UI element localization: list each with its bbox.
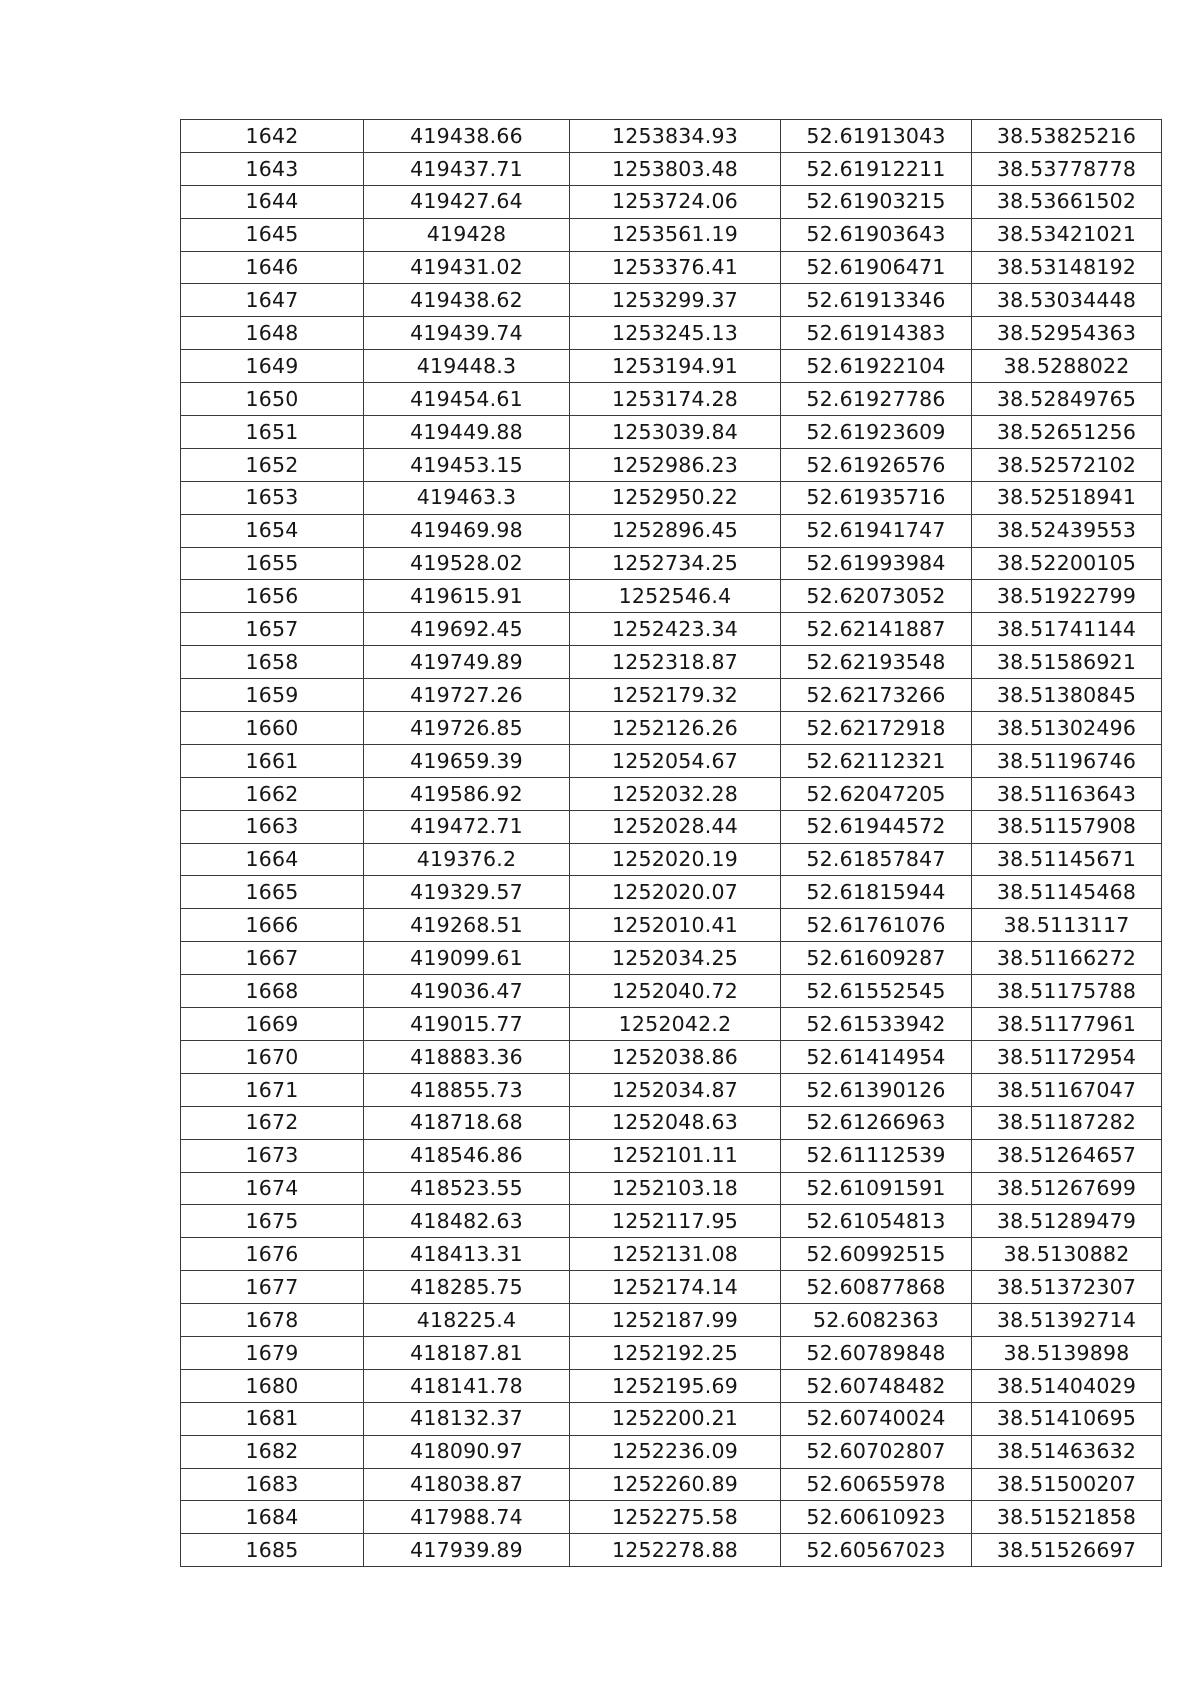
y-coordinate-cell: 1252179.32 (570, 679, 781, 712)
latitude-cell: 52.61609287 (781, 942, 972, 975)
table-row (181, 1040, 1162, 1073)
longitude-cell: 38.51157908 (972, 810, 1162, 843)
latitude-cell: 52.61935716 (781, 481, 972, 514)
latitude-cell: 52.60992515 (781, 1238, 972, 1271)
y-coordinate-cell: 1252034.25 (570, 942, 781, 975)
table-row (181, 712, 1162, 745)
latitude-cell: 52.61414954 (781, 1040, 972, 1073)
y-coordinate-cell: 1252040.72 (570, 975, 781, 1008)
x-coordinate-cell: 419469.98 (364, 514, 570, 547)
longitude-cell: 38.51741144 (972, 613, 1162, 646)
latitude-cell: 52.62112321 (781, 744, 972, 777)
longitude-cell: 38.51372307 (972, 1271, 1162, 1304)
longitude-cell: 38.51526697 (972, 1534, 1162, 1567)
table-row (181, 284, 1162, 317)
point-number-cell: 1672 (181, 1106, 364, 1139)
point-number-cell: 1642 (181, 120, 364, 153)
table-row (181, 1271, 1162, 1304)
longitude-cell: 38.51521858 (972, 1501, 1162, 1534)
x-coordinate-cell: 419099.61 (364, 942, 570, 975)
longitude-cell: 38.52200105 (972, 547, 1162, 580)
y-coordinate-cell: 1252236.09 (570, 1435, 781, 1468)
x-coordinate-cell: 419586.92 (364, 777, 570, 810)
point-number-cell: 1657 (181, 613, 364, 646)
x-coordinate-cell: 418718.68 (364, 1106, 570, 1139)
table-row (181, 1534, 1162, 1567)
longitude-cell: 38.51264657 (972, 1139, 1162, 1172)
latitude-cell: 52.60655978 (781, 1468, 972, 1501)
point-number-cell: 1659 (181, 679, 364, 712)
point-number-cell: 1680 (181, 1369, 364, 1402)
y-coordinate-cell: 1252020.19 (570, 843, 781, 876)
y-coordinate-cell: 1252734.25 (570, 547, 781, 580)
latitude-cell: 52.61913043 (781, 120, 972, 153)
table-row (181, 448, 1162, 481)
longitude-cell: 38.52518941 (972, 481, 1162, 514)
point-number-cell: 1663 (181, 810, 364, 843)
table-row (181, 1369, 1162, 1402)
table-row (181, 975, 1162, 1008)
y-coordinate-cell: 1253724.06 (570, 185, 781, 218)
y-coordinate-cell: 1252101.11 (570, 1139, 781, 1172)
longitude-cell: 38.51167047 (972, 1073, 1162, 1106)
latitude-cell: 52.6082363 (781, 1304, 972, 1337)
point-number-cell: 1666 (181, 909, 364, 942)
y-coordinate-cell: 1252546.4 (570, 580, 781, 613)
table-row (181, 152, 1162, 185)
x-coordinate-cell: 419448.3 (364, 350, 570, 383)
longitude-cell: 38.51404029 (972, 1369, 1162, 1402)
point-number-cell: 1682 (181, 1435, 364, 1468)
y-coordinate-cell: 1252187.99 (570, 1304, 781, 1337)
latitude-cell: 52.61926576 (781, 448, 972, 481)
x-coordinate-cell: 419036.47 (364, 975, 570, 1008)
x-coordinate-cell: 419439.74 (364, 317, 570, 350)
point-number-cell: 1677 (181, 1271, 364, 1304)
x-coordinate-cell: 419268.51 (364, 909, 570, 942)
coordinates-table-body (181, 120, 1162, 1567)
latitude-cell: 52.62141887 (781, 613, 972, 646)
longitude-cell: 38.51586921 (972, 646, 1162, 679)
longitude-cell: 38.51166272 (972, 942, 1162, 975)
point-number-cell: 1647 (181, 284, 364, 317)
table-row (181, 580, 1162, 613)
longitude-cell: 38.53778778 (972, 152, 1162, 185)
y-coordinate-cell: 1252010.41 (570, 909, 781, 942)
longitude-cell: 38.52572102 (972, 448, 1162, 481)
table-row (181, 613, 1162, 646)
coordinates-table (180, 119, 1162, 1567)
point-number-cell: 1645 (181, 218, 364, 251)
y-coordinate-cell: 1252034.87 (570, 1073, 781, 1106)
longitude-cell: 38.51196746 (972, 744, 1162, 777)
longitude-cell: 38.51267699 (972, 1172, 1162, 1205)
point-number-cell: 1669 (181, 1008, 364, 1041)
latitude-cell: 52.60567023 (781, 1534, 972, 1567)
y-coordinate-cell: 1253194.91 (570, 350, 781, 383)
point-number-cell: 1655 (181, 547, 364, 580)
point-number-cell: 1650 (181, 383, 364, 416)
point-number-cell: 1674 (181, 1172, 364, 1205)
y-coordinate-cell: 1252318.87 (570, 646, 781, 679)
table-row (181, 185, 1162, 218)
y-coordinate-cell: 1252020.07 (570, 876, 781, 909)
x-coordinate-cell: 419438.66 (364, 120, 570, 153)
x-coordinate-cell: 419453.15 (364, 448, 570, 481)
longitude-cell: 38.51463632 (972, 1435, 1162, 1468)
y-coordinate-cell: 1252986.23 (570, 448, 781, 481)
y-coordinate-cell: 1252032.28 (570, 777, 781, 810)
x-coordinate-cell: 419427.64 (364, 185, 570, 218)
x-coordinate-cell: 419376.2 (364, 843, 570, 876)
x-coordinate-cell: 419463.3 (364, 481, 570, 514)
table-row (181, 1073, 1162, 1106)
latitude-cell: 52.61914383 (781, 317, 972, 350)
x-coordinate-cell: 417939.89 (364, 1534, 570, 1567)
y-coordinate-cell: 1253299.37 (570, 284, 781, 317)
y-coordinate-cell: 1253376.41 (570, 251, 781, 284)
point-number-cell: 1681 (181, 1402, 364, 1435)
longitude-cell: 38.51392714 (972, 1304, 1162, 1337)
x-coordinate-cell: 419727.26 (364, 679, 570, 712)
longitude-cell: 38.51145468 (972, 876, 1162, 909)
latitude-cell: 52.60740024 (781, 1402, 972, 1435)
latitude-cell: 52.61922104 (781, 350, 972, 383)
longitude-cell: 38.53034448 (972, 284, 1162, 317)
latitude-cell: 52.60789848 (781, 1336, 972, 1369)
y-coordinate-cell: 1252195.69 (570, 1369, 781, 1402)
table-row (181, 1008, 1162, 1041)
latitude-cell: 52.61091591 (781, 1172, 972, 1205)
x-coordinate-cell: 419472.71 (364, 810, 570, 843)
table-row (181, 1435, 1162, 1468)
point-number-cell: 1656 (181, 580, 364, 613)
table-row (181, 1304, 1162, 1337)
longitude-cell: 38.52439553 (972, 514, 1162, 547)
x-coordinate-cell: 418038.87 (364, 1468, 570, 1501)
point-number-cell: 1658 (181, 646, 364, 679)
x-coordinate-cell: 419454.61 (364, 383, 570, 416)
x-coordinate-cell: 419726.85 (364, 712, 570, 745)
longitude-cell: 38.51145671 (972, 843, 1162, 876)
y-coordinate-cell: 1253834.93 (570, 120, 781, 153)
x-coordinate-cell: 418090.97 (364, 1435, 570, 1468)
latitude-cell: 52.61944572 (781, 810, 972, 843)
y-coordinate-cell: 1252275.58 (570, 1501, 781, 1534)
latitude-cell: 52.61112539 (781, 1139, 972, 1172)
point-number-cell: 1652 (181, 448, 364, 481)
table-row (181, 843, 1162, 876)
point-number-cell: 1662 (181, 777, 364, 810)
table-row (181, 317, 1162, 350)
latitude-cell: 52.61266963 (781, 1106, 972, 1139)
latitude-cell: 52.61815944 (781, 876, 972, 909)
table-row (181, 744, 1162, 777)
longitude-cell: 38.53661502 (972, 185, 1162, 218)
x-coordinate-cell: 419692.45 (364, 613, 570, 646)
latitude-cell: 52.60610923 (781, 1501, 972, 1534)
y-coordinate-cell: 1252103.18 (570, 1172, 781, 1205)
x-coordinate-cell: 419428 (364, 218, 570, 251)
table-row (181, 1205, 1162, 1238)
y-coordinate-cell: 1252260.89 (570, 1468, 781, 1501)
table-row (181, 1468, 1162, 1501)
longitude-cell: 38.5130882 (972, 1238, 1162, 1271)
latitude-cell: 52.61761076 (781, 909, 972, 942)
point-number-cell: 1648 (181, 317, 364, 350)
table-row (181, 1172, 1162, 1205)
x-coordinate-cell: 419615.91 (364, 580, 570, 613)
longitude-cell: 38.51172954 (972, 1040, 1162, 1073)
table-row (181, 1238, 1162, 1271)
point-number-cell: 1665 (181, 876, 364, 909)
point-number-cell: 1646 (181, 251, 364, 284)
longitude-cell: 38.51500207 (972, 1468, 1162, 1501)
longitude-cell: 38.51922799 (972, 580, 1162, 613)
point-number-cell: 1654 (181, 514, 364, 547)
y-coordinate-cell: 1252126.26 (570, 712, 781, 745)
table-row (181, 777, 1162, 810)
latitude-cell: 52.61906471 (781, 251, 972, 284)
y-coordinate-cell: 1253803.48 (570, 152, 781, 185)
y-coordinate-cell: 1252028.44 (570, 810, 781, 843)
y-coordinate-cell: 1252192.25 (570, 1336, 781, 1369)
latitude-cell: 52.62047205 (781, 777, 972, 810)
y-coordinate-cell: 1252950.22 (570, 481, 781, 514)
x-coordinate-cell: 419528.02 (364, 547, 570, 580)
y-coordinate-cell: 1253561.19 (570, 218, 781, 251)
y-coordinate-cell: 1252278.88 (570, 1534, 781, 1567)
point-number-cell: 1679 (181, 1336, 364, 1369)
point-number-cell: 1651 (181, 416, 364, 449)
longitude-cell: 38.53421021 (972, 218, 1162, 251)
point-number-cell: 1668 (181, 975, 364, 1008)
table-row (181, 514, 1162, 547)
latitude-cell: 52.62073052 (781, 580, 972, 613)
longitude-cell: 38.51177961 (972, 1008, 1162, 1041)
x-coordinate-cell: 418187.81 (364, 1336, 570, 1369)
table-row (181, 383, 1162, 416)
longitude-cell: 38.53825216 (972, 120, 1162, 153)
table-row (181, 547, 1162, 580)
longitude-cell: 38.51187282 (972, 1106, 1162, 1139)
latitude-cell: 52.61923609 (781, 416, 972, 449)
point-number-cell: 1644 (181, 185, 364, 218)
x-coordinate-cell: 418482.63 (364, 1205, 570, 1238)
latitude-cell: 52.62193548 (781, 646, 972, 679)
latitude-cell: 52.60748482 (781, 1369, 972, 1402)
y-coordinate-cell: 1252896.45 (570, 514, 781, 547)
latitude-cell: 52.61913346 (781, 284, 972, 317)
latitude-cell: 52.61857847 (781, 843, 972, 876)
point-number-cell: 1678 (181, 1304, 364, 1337)
y-coordinate-cell: 1253039.84 (570, 416, 781, 449)
latitude-cell: 52.61533942 (781, 1008, 972, 1041)
table-row (181, 350, 1162, 383)
y-coordinate-cell: 1252423.34 (570, 613, 781, 646)
point-number-cell: 1676 (181, 1238, 364, 1271)
table-row (181, 876, 1162, 909)
latitude-cell: 52.60702807 (781, 1435, 972, 1468)
x-coordinate-cell: 418413.31 (364, 1238, 570, 1271)
table-row (181, 679, 1162, 712)
x-coordinate-cell: 419438.62 (364, 284, 570, 317)
y-coordinate-cell: 1252048.63 (570, 1106, 781, 1139)
point-number-cell: 1667 (181, 942, 364, 975)
y-coordinate-cell: 1252117.95 (570, 1205, 781, 1238)
point-number-cell: 1683 (181, 1468, 364, 1501)
longitude-cell: 38.52651256 (972, 416, 1162, 449)
x-coordinate-cell: 418225.4 (364, 1304, 570, 1337)
point-number-cell: 1673 (181, 1139, 364, 1172)
table-row (181, 1106, 1162, 1139)
x-coordinate-cell: 419749.89 (364, 646, 570, 679)
point-number-cell: 1684 (181, 1501, 364, 1534)
table-row (181, 1402, 1162, 1435)
point-number-cell: 1649 (181, 350, 364, 383)
point-number-cell: 1660 (181, 712, 364, 745)
table-row (181, 942, 1162, 975)
longitude-cell: 38.51175788 (972, 975, 1162, 1008)
y-coordinate-cell: 1252054.67 (570, 744, 781, 777)
longitude-cell: 38.51410695 (972, 1402, 1162, 1435)
point-number-cell: 1671 (181, 1073, 364, 1106)
x-coordinate-cell: 419449.88 (364, 416, 570, 449)
x-coordinate-cell: 419329.57 (364, 876, 570, 909)
table-row (181, 810, 1162, 843)
y-coordinate-cell: 1253245.13 (570, 317, 781, 350)
latitude-cell: 52.61927786 (781, 383, 972, 416)
table-row (181, 481, 1162, 514)
latitude-cell: 52.61903215 (781, 185, 972, 218)
latitude-cell: 52.61390126 (781, 1073, 972, 1106)
latitude-cell: 52.60877868 (781, 1271, 972, 1304)
point-number-cell: 1675 (181, 1205, 364, 1238)
table-row (181, 120, 1162, 153)
y-coordinate-cell: 1253174.28 (570, 383, 781, 416)
latitude-cell: 52.61993984 (781, 547, 972, 580)
longitude-cell: 38.51302496 (972, 712, 1162, 745)
latitude-cell: 52.61941747 (781, 514, 972, 547)
longitude-cell: 38.51289479 (972, 1205, 1162, 1238)
longitude-cell: 38.52849765 (972, 383, 1162, 416)
y-coordinate-cell: 1252174.14 (570, 1271, 781, 1304)
latitude-cell: 52.61903643 (781, 218, 972, 251)
point-number-cell: 1664 (181, 843, 364, 876)
longitude-cell: 38.5139898 (972, 1336, 1162, 1369)
longitude-cell: 38.52954363 (972, 317, 1162, 350)
x-coordinate-cell: 418883.36 (364, 1040, 570, 1073)
latitude-cell: 52.62173266 (781, 679, 972, 712)
point-number-cell: 1643 (181, 152, 364, 185)
table-row (181, 909, 1162, 942)
table-row (181, 218, 1162, 251)
y-coordinate-cell: 1252042.2 (570, 1008, 781, 1041)
table-row (181, 1336, 1162, 1369)
table-row (181, 1139, 1162, 1172)
x-coordinate-cell: 419659.39 (364, 744, 570, 777)
y-coordinate-cell: 1252200.21 (570, 1402, 781, 1435)
x-coordinate-cell: 418285.75 (364, 1271, 570, 1304)
longitude-cell: 38.51380845 (972, 679, 1162, 712)
x-coordinate-cell: 419437.71 (364, 152, 570, 185)
x-coordinate-cell: 418855.73 (364, 1073, 570, 1106)
longitude-cell: 38.5288022 (972, 350, 1162, 383)
latitude-cell: 52.61054813 (781, 1205, 972, 1238)
point-number-cell: 1685 (181, 1534, 364, 1567)
table-row (181, 1501, 1162, 1534)
table-row (181, 646, 1162, 679)
y-coordinate-cell: 1252038.86 (570, 1040, 781, 1073)
point-number-cell: 1653 (181, 481, 364, 514)
longitude-cell: 38.53148192 (972, 251, 1162, 284)
latitude-cell: 52.62172918 (781, 712, 972, 745)
x-coordinate-cell: 418546.86 (364, 1139, 570, 1172)
x-coordinate-cell: 418132.37 (364, 1402, 570, 1435)
x-coordinate-cell: 419015.77 (364, 1008, 570, 1041)
y-coordinate-cell: 1252131.08 (570, 1238, 781, 1271)
x-coordinate-cell: 418141.78 (364, 1369, 570, 1402)
x-coordinate-cell: 417988.74 (364, 1501, 570, 1534)
point-number-cell: 1661 (181, 744, 364, 777)
x-coordinate-cell: 418523.55 (364, 1172, 570, 1205)
table-row (181, 416, 1162, 449)
longitude-cell: 38.5113117 (972, 909, 1162, 942)
point-number-cell: 1670 (181, 1040, 364, 1073)
latitude-cell: 52.61912211 (781, 152, 972, 185)
latitude-cell: 52.61552545 (781, 975, 972, 1008)
longitude-cell: 38.51163643 (972, 777, 1162, 810)
x-coordinate-cell: 419431.02 (364, 251, 570, 284)
table-row (181, 251, 1162, 284)
